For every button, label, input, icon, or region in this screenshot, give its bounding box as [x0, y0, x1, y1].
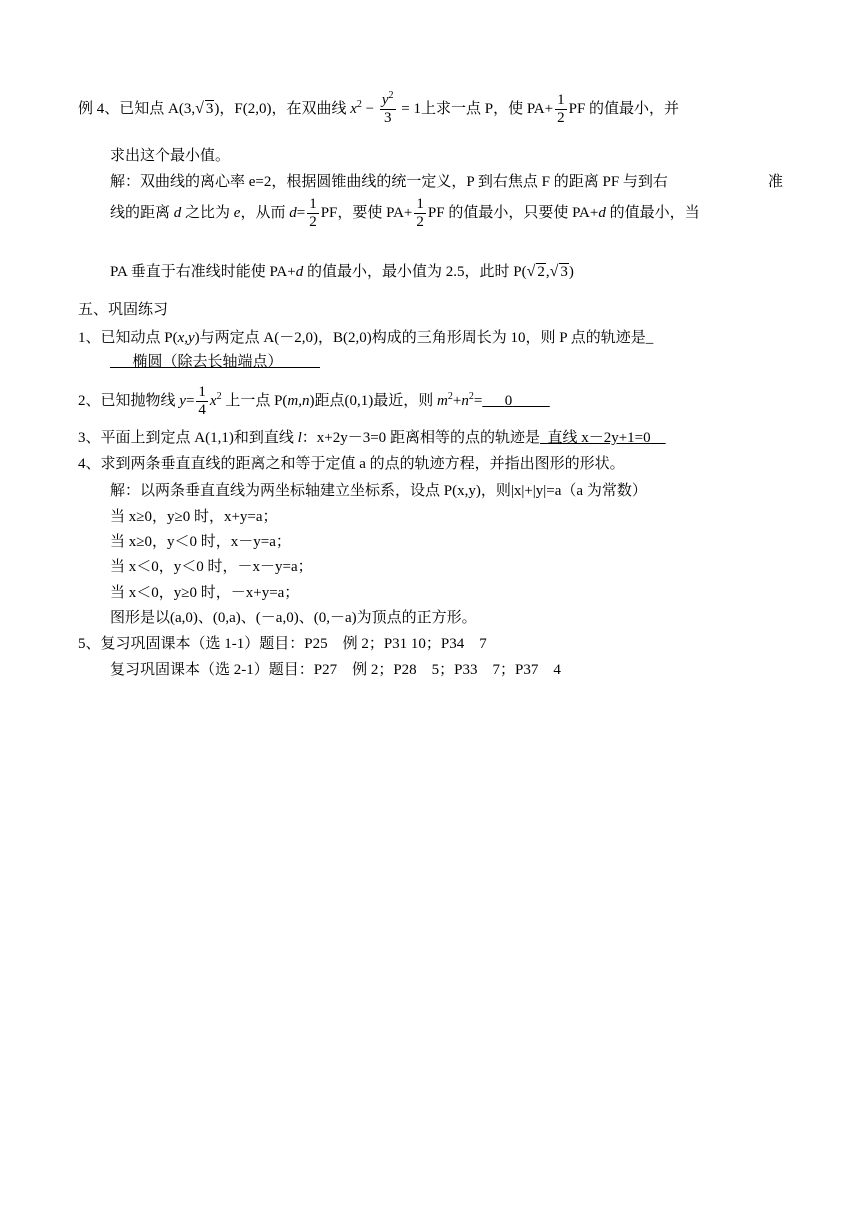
example4-solution-line3 [110, 262, 574, 282]
exercise-2-text-d: = [473, 392, 483, 409]
half-numerator: 1 [416, 196, 424, 212]
half-denominator: 2 [416, 214, 424, 230]
exercise-2-text-c: )距点(0,1)最近，则 [309, 392, 438, 409]
section-title: 五、巩固练习 [78, 302, 169, 318]
hyperbola-x-exponent: 2 [356, 98, 362, 110]
exercise-2 [78, 384, 550, 419]
var-d: d [289, 204, 297, 221]
half-numerator: 1 [557, 92, 565, 108]
exercise-4-question: 4、求到两条垂直直线的距离之和等于定值 a 的点的轨迹方程，并指出图形的形状。 [78, 456, 625, 472]
exercise-4-case-2: 当 x≥0，y＜0 时，x－y=a； [110, 534, 291, 550]
var-d: d [295, 264, 304, 280]
half-fraction [555, 92, 567, 127]
solution-line3-c: ) [568, 264, 574, 280]
hyperbola-numerator-exponent: 2 [388, 90, 394, 101]
sqrt-symbol: √ [195, 99, 204, 117]
var-x: x [209, 392, 217, 409]
exercise-1-line1 [78, 328, 653, 348]
example4-end: PF 的值最小，并 [568, 100, 680, 117]
comma: , [545, 264, 550, 280]
solution-line2-e: PF，要使 PA+ [320, 204, 413, 221]
n-exponent: 2 [468, 390, 474, 402]
exercise-4-case-3: 当 x＜0，y＜0 时，－x－y=a； [110, 559, 313, 575]
var-d: d [598, 204, 606, 221]
sqrt-symbol: √ [549, 263, 559, 280]
exercise-4-case-4: 当 x＜0，y≥0 时，－x+y=a； [110, 585, 300, 601]
hyperbola-x: x [350, 100, 357, 117]
quarter-numerator: 1 [198, 384, 206, 400]
exercise-3-text-b: ： [301, 430, 317, 446]
var-y: y [179, 392, 186, 409]
example4-question-line1 [78, 92, 679, 127]
exercise-3 [78, 428, 666, 448]
x-exponent: 2 [216, 390, 222, 402]
exercise-1-text-b: )与两定点 A(－2,0)，B(2,0)构成的三角形周长为 10，则 P 点的轨迹是_ [194, 330, 654, 346]
solution-line3-a: PA 垂直于右准线时能使 PA+ [110, 264, 296, 280]
exercise-4-solution: 解：以两条垂直直线为两坐标轴建立坐标系，设点 P(x,y)，则|x|+|y|=a（a 为常数） [110, 483, 647, 499]
var-n: n [461, 392, 469, 409]
exercise-2-answer: 0 [504, 392, 513, 409]
exercise-4-case-1: 当 x≥0，y≥0 时，x+y=a； [110, 509, 278, 525]
example4-prefix: 例 4、已知点 A(3, [78, 100, 196, 117]
solution-line2-c: ，从而 [240, 204, 290, 221]
hyperbola-minus: − [365, 100, 375, 117]
half-fraction [307, 196, 319, 231]
plus-sign: + [452, 392, 462, 409]
hyperbola-numerator: y [381, 92, 389, 108]
exercise-1-text-a: 1、已知动点 P( [78, 330, 178, 346]
solution-line1-text: 解：双曲线的离心率 e=2，根据圆锥曲线的统一定义，P 到右焦点 F 的距离 PF 与到右 [110, 174, 668, 190]
half-numerator: 1 [309, 196, 317, 212]
exercise-3-line-equation: x+2y－3=0 [316, 430, 387, 446]
sqrt3-radicand: 3 [205, 100, 214, 117]
hyperbola-denominator: 3 [383, 110, 392, 126]
hyperbola-equals: = 1 [401, 100, 421, 117]
m-exponent: 2 [447, 390, 453, 402]
half-denominator: 2 [557, 110, 565, 126]
exercise-2-text-b: 上一点 P( [221, 392, 288, 409]
var-xy: x,y [177, 330, 195, 346]
half-denominator: 2 [309, 214, 317, 230]
example4-mid2: 上求一点 P，使 PA+ [421, 100, 554, 117]
exercise-3-answer: 直线 x－2y+1=0 [547, 430, 651, 446]
example4-solution-line1-tail: 准 [768, 174, 784, 190]
var-m: m [437, 392, 448, 409]
exercise-5-line2: 复习巩固课本（选 2-1）题目：P27 例 2；P28 5；P33 7；P37 4 [110, 662, 561, 678]
exercise-3-text-a: 3、平面上到定点 A(1,1)和到直线 [78, 430, 298, 446]
exercise-4-conclusion: 图形是以(a,0)、(0,a)、(－a,0)、(0,－a)为顶点的正方形。 [110, 610, 477, 626]
exercise-1-answer: 椭圆（除去长轴端点） [132, 354, 283, 370]
quarter-denominator: 4 [198, 402, 206, 418]
var-d: d [173, 204, 182, 221]
half-fraction [414, 196, 426, 231]
exercise-2-eq: = [185, 392, 195, 409]
solution-line2-a: 线的距离 [110, 204, 174, 221]
solution-line2-eq: = [296, 204, 306, 221]
exercise-2-text-a: 2、已知抛物线 [78, 392, 180, 409]
sqrt3-radicand: 3 [560, 264, 568, 280]
hyperbola-fraction [380, 92, 396, 127]
var-mn: m,n [287, 392, 310, 409]
solution-line2-f: PF 的值最小，只要使 PA+ [427, 204, 599, 221]
solution-line3-b: 的值最小，最小值为 2.5，此时 P( [303, 264, 527, 280]
sqrt-symbol: √ [526, 263, 536, 280]
var-l: l [297, 430, 302, 446]
exercise-1-answer-line [110, 352, 320, 372]
solution-line2-b: 之比为 [181, 204, 234, 221]
example4-solution-line2 [110, 196, 700, 231]
var-e: e [233, 204, 241, 221]
example4-question-line2: 求出这个最小值。 [110, 148, 231, 164]
quarter-fraction [196, 384, 208, 419]
sqrt2-radicand: 2 [537, 264, 545, 280]
solution-line2-g: 的值最小，当 [605, 204, 700, 221]
exercise-3-text-c: 距离相等的点的轨迹是 [386, 430, 540, 446]
exercise-5-line1: 5、复习巩固课本（选 1-1）题目：P25 例 2；P31 10；P34 7 [78, 636, 487, 652]
example4-mid1: )，F(2,0)，在双曲线 [214, 100, 347, 117]
example4-solution-line1 [110, 172, 668, 192]
